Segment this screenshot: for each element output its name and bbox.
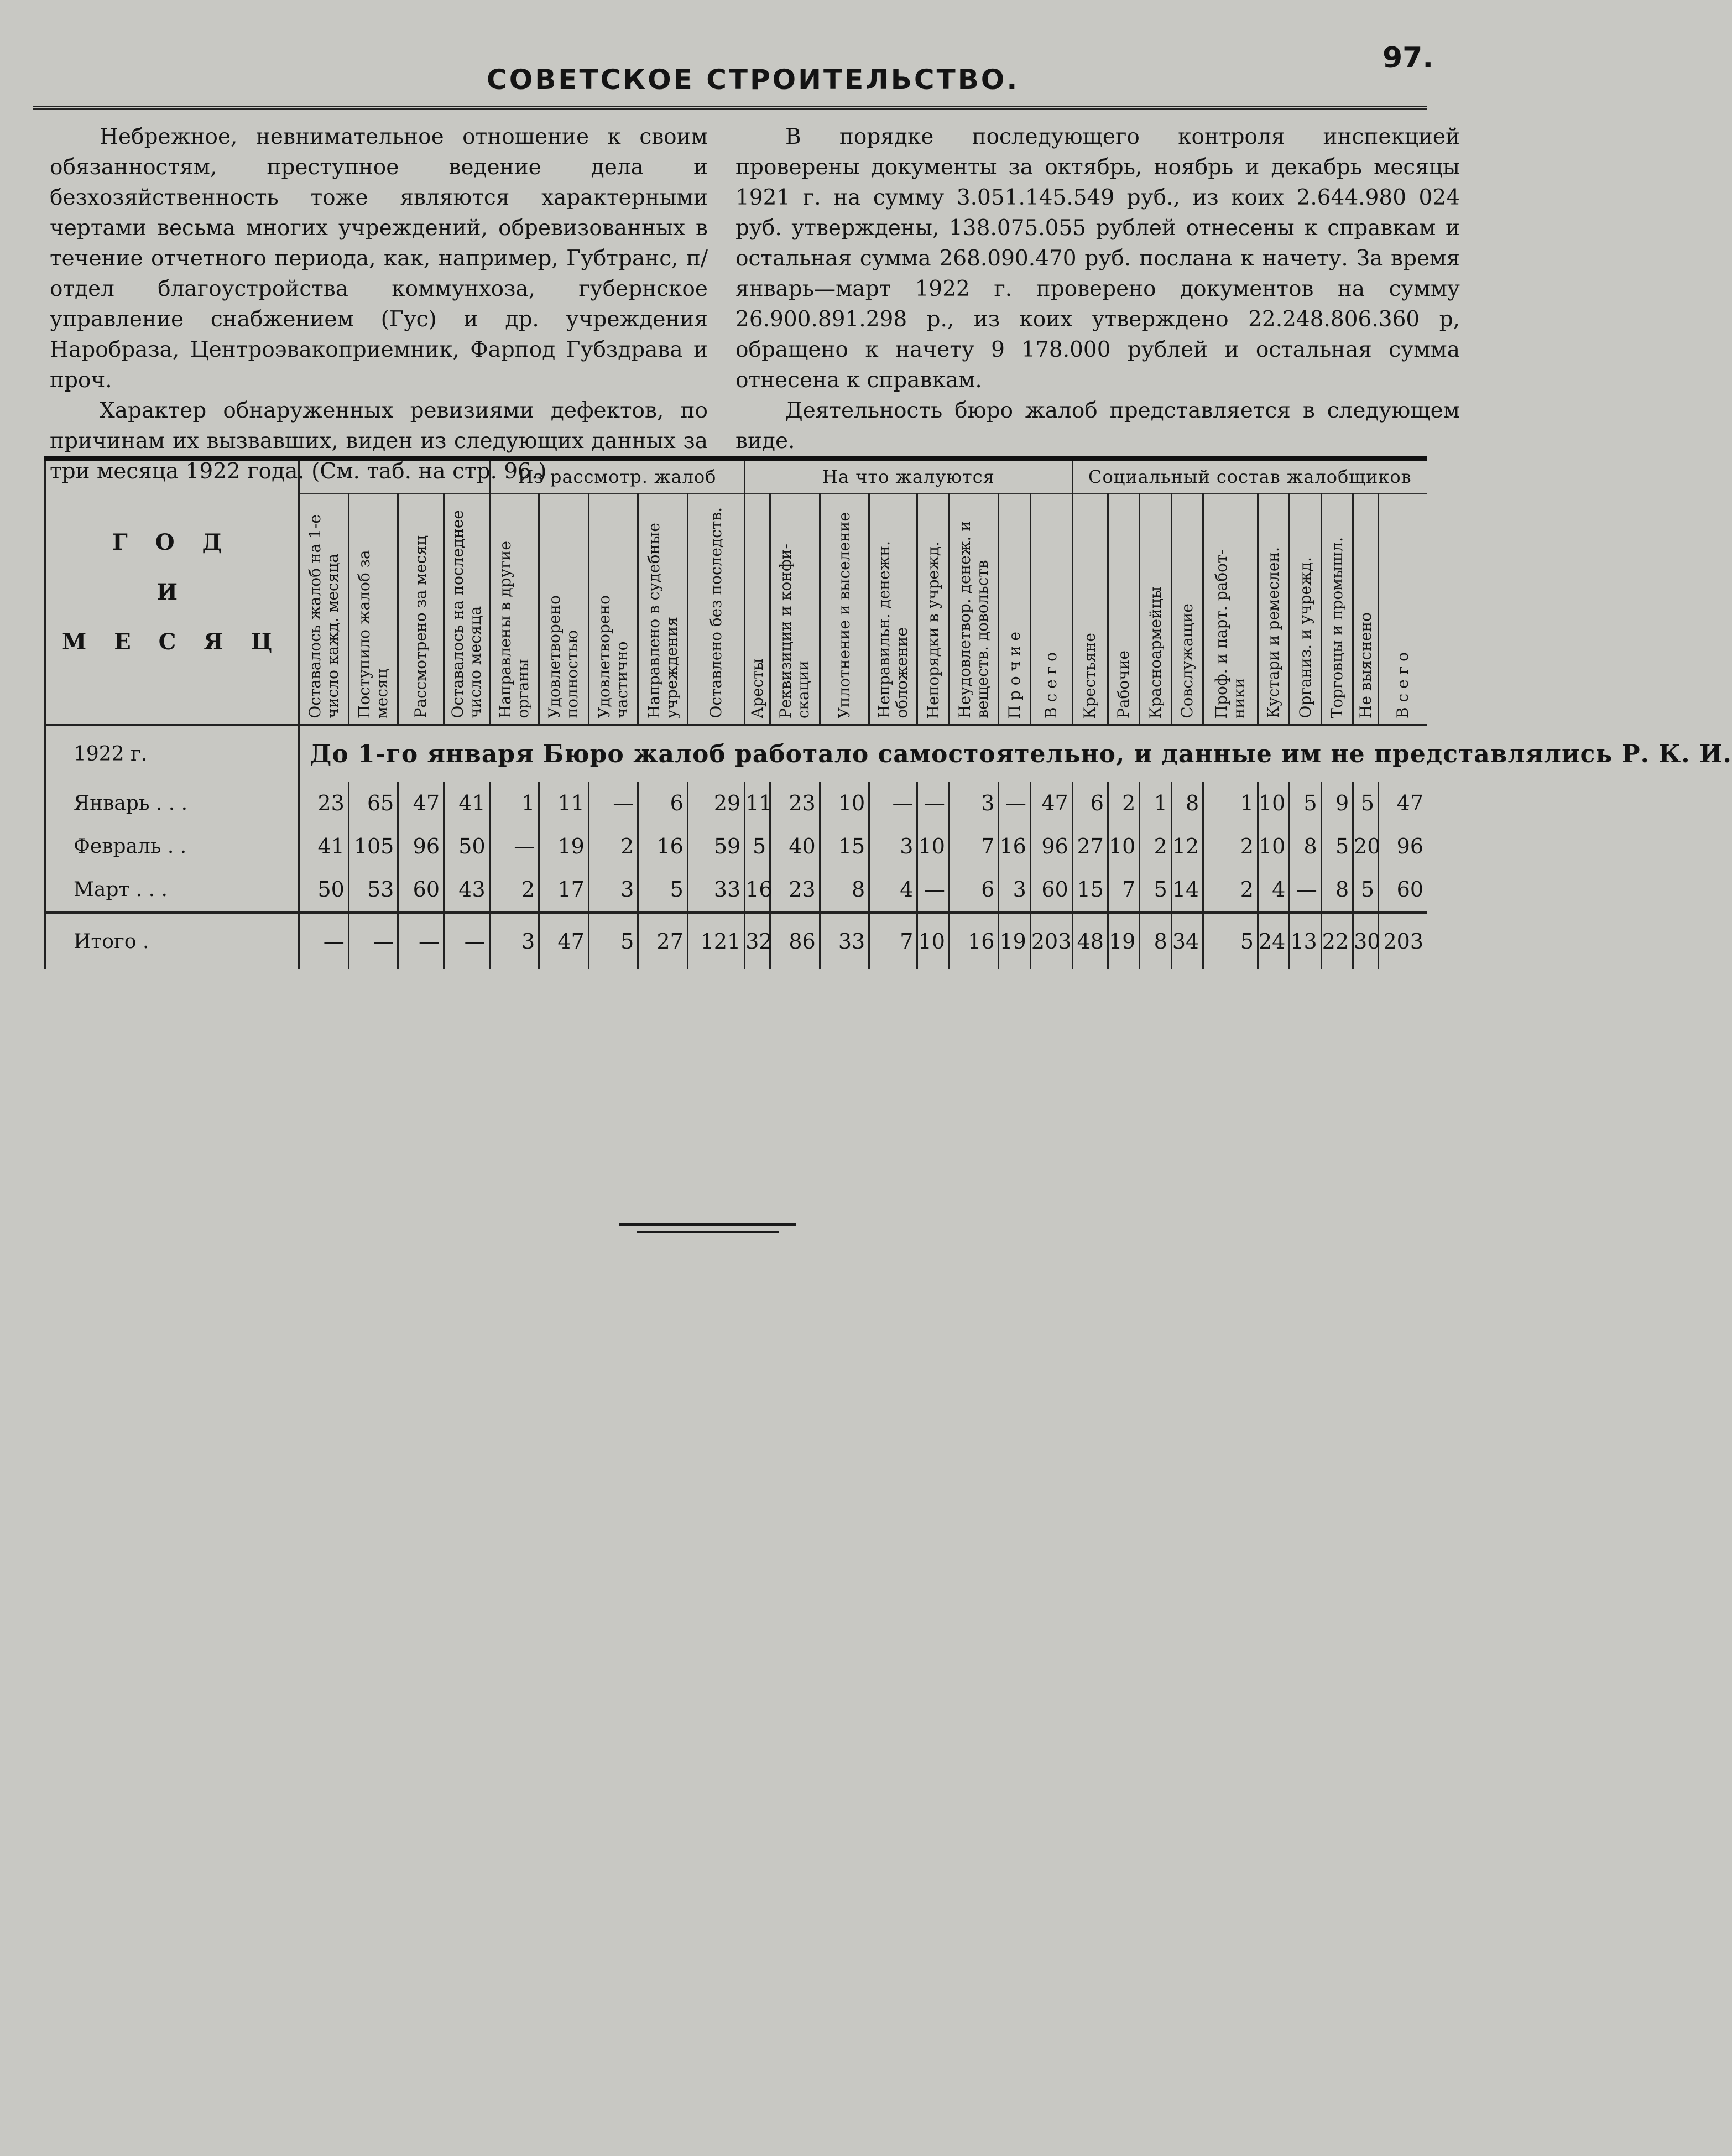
column-header (1171, 493, 1203, 725)
table-cell: 20 (1353, 825, 1379, 868)
table-cell: 15 (820, 825, 869, 868)
group-header-subject: На что жалуются (745, 459, 1072, 493)
table-cell: 19 (999, 913, 1030, 970)
table-cell: 4 (869, 868, 917, 913)
column-header-text: Крестьяне (1081, 632, 1099, 718)
column-header-text: П р о ч и е (1005, 631, 1024, 718)
table-cell: 96 (398, 825, 444, 868)
column-header-text: Удовлетворено полностью (545, 595, 582, 718)
table-row (45, 825, 1427, 868)
table-cell: — (348, 913, 398, 970)
table-cell: 6 (638, 782, 688, 825)
paragraph: Небрежное, невнимательное отношение к своим обязанностям, преступное ведение дела и безхозяйственность тоже являются характерными чертами весьма многих учреждений, обревизованных в течение отчетного периода, как, например, Губтранс, п/отдел благоустройства коммунхоза, губернское управление снабжением (Гус) и др. учреждения Наробраза, Центроэвакоприемник, Фарпод Губздрава и проч. (50, 124, 708, 393)
table-cell: 47 (398, 782, 444, 825)
column-header (1140, 493, 1171, 725)
row-label: Март . . . (45, 868, 299, 913)
column-header-text: Проф. и парт. работ- ники (1212, 549, 1249, 718)
table-cell: 22 (1321, 913, 1353, 970)
table-cell: 5 (588, 913, 638, 970)
row-label: Февраль . . (45, 825, 299, 868)
table-cell: 10 (1258, 825, 1289, 868)
table-cell: 5 (1321, 825, 1353, 868)
corner-year: Г О Д (112, 529, 232, 555)
group-header-blank (299, 459, 489, 493)
table-cell: 5 (1353, 868, 1379, 913)
table-cell: 2 (1203, 868, 1258, 913)
column-header (444, 493, 490, 725)
column-header (1030, 493, 1072, 725)
table-cell: 5 (1140, 868, 1171, 913)
column-header (999, 493, 1030, 725)
column-header (1321, 493, 1353, 725)
table-cell: 48 (1072, 913, 1108, 970)
year-row (45, 725, 1427, 782)
table-cell: 121 (687, 913, 744, 970)
table-cell: 3 (588, 868, 638, 913)
table-cell: 16 (745, 868, 770, 913)
paragraph: Характер обнаруженных ревизиями дефектов, по причинам их вызвавших, виден из следующих данных за три месяца 1922 года. (См. таб. на стр. 96.) (50, 398, 708, 484)
table-row (45, 868, 1427, 913)
table-cell: 2 (1140, 825, 1171, 868)
column-header (745, 493, 770, 725)
column-header (348, 493, 398, 725)
table-cell: 5 (1290, 782, 1321, 825)
table-cell: 10 (820, 782, 869, 825)
table-cell: 8 (1290, 825, 1321, 868)
table-cell: 17 (539, 868, 589, 913)
column-header (1258, 493, 1289, 725)
column-header (687, 493, 744, 725)
table-cell: 8 (820, 868, 869, 913)
table-cell: — (999, 782, 1030, 825)
table-cell: 5 (745, 825, 770, 868)
table-cell: 12 (1171, 825, 1203, 868)
column-header (1203, 493, 1258, 725)
table-cell: 10 (917, 825, 949, 868)
column-header-text: Красноармейцы (1146, 586, 1165, 718)
group-header-social: Социальный состав жалобщиков (1072, 459, 1427, 493)
column-header (917, 493, 949, 725)
table-cell: 11 (539, 782, 589, 825)
table-cell: — (1290, 868, 1321, 913)
table-cell: — (299, 913, 349, 970)
column-header (770, 493, 820, 725)
table-cell: 47 (1379, 782, 1427, 825)
table-cell: 60 (1030, 868, 1072, 913)
column-header-text: Оставалось жалоб на 1-е число кажд. месяца (305, 514, 342, 718)
table-cell: 50 (444, 825, 490, 868)
table-cell: 3 (869, 825, 917, 868)
table-cell: 23 (299, 782, 349, 825)
column-header-text: Направлено в судебные учреждения (644, 523, 681, 718)
table-cell: — (917, 782, 949, 825)
paragraph: В порядке последующего контроля инспекцией проверены документы за октябрь, ноябрь и декабрь месяцы 1921 г. на сумму 3.051.145.549 руб., из коих 2.644.980 024 руб. утверждены, 138.075.055 рублей отнесены к справкам и остальная сумма 268.090.470 руб. послана к начету. За время январь—март 1922 г. проверено документов на сумму 26.900.891.298 р., из коих утверждено 22.248.806.360 р, обращено к начету 9 178.000 рублей и остальная сумма отнесена к справкам. (735, 124, 1460, 393)
table-cell: 16 (999, 825, 1030, 868)
table-cell: 60 (1379, 868, 1427, 913)
column-header-text: Оставлено без последств. (707, 507, 726, 718)
column-header (1072, 493, 1108, 725)
column-header (949, 493, 999, 725)
table-cell: 5 (1203, 913, 1258, 970)
table-cell: 6 (1072, 782, 1108, 825)
column-header-text: Направлены в другие органы (495, 541, 532, 718)
table-cell: 16 (949, 913, 999, 970)
column-header (1353, 493, 1379, 725)
corner-month: М Е С Я Ц (62, 629, 283, 655)
table-cell: 27 (638, 913, 688, 970)
table-cell: 19 (1108, 913, 1139, 970)
column-header (489, 493, 539, 725)
column-header (638, 493, 688, 725)
column-header (1290, 493, 1321, 725)
left-text-column (50, 122, 708, 487)
table-cell: — (588, 782, 638, 825)
table-cell: 2 (1108, 782, 1139, 825)
table-cell: 33 (687, 868, 744, 913)
table-cell: 1 (1140, 782, 1171, 825)
table-cell: 7 (949, 825, 999, 868)
table-cell: 10 (1258, 782, 1289, 825)
table-cell: — (869, 782, 917, 825)
table-cell: 105 (348, 825, 398, 868)
column-header-text: Поступило жалоб за месяц (355, 550, 392, 718)
year-note: До 1-го января Бюро жалоб работало самостоятельно, и данные им не представлялись Р. К. И. (299, 725, 1427, 782)
table-cell: 10 (1108, 825, 1139, 868)
column-header (820, 493, 869, 725)
table-cell: 59 (687, 825, 744, 868)
table-cell: 1 (1203, 782, 1258, 825)
table-cell: 65 (348, 782, 398, 825)
table-cell: 14 (1171, 868, 1203, 913)
header-rule (33, 106, 1427, 110)
column-header (539, 493, 589, 725)
table-cell: 7 (1108, 868, 1139, 913)
journal-title: СОВЕТСКОЕ СТРОИТЕЛЬСТВО. (487, 64, 1020, 96)
table-cell: 41 (299, 825, 349, 868)
table-cell: 47 (1030, 782, 1072, 825)
table-cell: 23 (770, 782, 820, 825)
table-cell: 203 (1030, 913, 1072, 970)
year-label: 1922 г. (45, 725, 299, 782)
column-header-text: Не выяснено (1356, 612, 1375, 718)
total-row (45, 913, 1427, 970)
column-header-text: Непорядки в учрежд. (924, 541, 942, 718)
table-cell: — (489, 825, 539, 868)
section-divider (619, 1223, 796, 1240)
column-header-text: Организ. и учрежд. (1296, 557, 1314, 718)
paragraph: Деятельность бюро жалоб представляется в следующем виде. (735, 398, 1460, 454)
table-cell: 19 (539, 825, 589, 868)
table-cell: 47 (539, 913, 589, 970)
table-cell: 1 (489, 782, 539, 825)
table-cell: 16 (638, 825, 688, 868)
row-label: Январь . . . (45, 782, 299, 825)
table-cell: 96 (1030, 825, 1072, 868)
table-cell: 4 (1258, 868, 1289, 913)
table-cell: 5 (638, 868, 688, 913)
column-header (398, 493, 444, 725)
table-cell: 6 (949, 868, 999, 913)
column-header-text: Кустари и ремеслен. (1264, 547, 1283, 718)
table-cell: 8 (1140, 913, 1171, 970)
table-cell: 5 (1353, 782, 1379, 825)
table-cell: 96 (1379, 825, 1427, 868)
column-header-text: В с е г о (1042, 652, 1061, 718)
column-header-text: Рабочие (1114, 650, 1133, 718)
column-header-text: Торговцы и промышл. (1327, 537, 1346, 718)
table-cell: 7 (869, 913, 917, 970)
column-header-text: В с е г о (1394, 652, 1412, 718)
table-cell: 32 (745, 913, 770, 970)
table-cell: 203 (1379, 913, 1427, 970)
column-header (1379, 493, 1427, 725)
table-cell: 24 (1258, 913, 1289, 970)
table-cell: 2 (489, 868, 539, 913)
column-header-text: Неудовлетвор. денеж. и веществ. довольств (956, 521, 992, 718)
table-cell: 2 (588, 825, 638, 868)
table-cell: 43 (444, 868, 490, 913)
table-cell: 10 (917, 913, 949, 970)
table-cell: 3 (489, 913, 539, 970)
column-header-text: Оставалось на последнее число месяца (448, 510, 484, 718)
column-header-text: Совслужащие (1177, 603, 1196, 718)
table-cell: 9 (1321, 782, 1353, 825)
table-cell: 11 (745, 782, 770, 825)
page-number: 97. (1383, 41, 1434, 75)
column-header-text: Реквизиции и конфи- скации (776, 543, 813, 718)
table-cell: 86 (770, 913, 820, 970)
table-cell: 23 (770, 868, 820, 913)
table-cell: 8 (1171, 782, 1203, 825)
table-cell: 30 (1353, 913, 1379, 970)
column-header-text: Неправильн. денежн. обложение (875, 541, 911, 718)
table-cell: 50 (299, 868, 349, 913)
column-header (1108, 493, 1139, 725)
row-label: Итого . (45, 913, 299, 970)
table-cell: 33 (820, 913, 869, 970)
table-cell: 3 (949, 782, 999, 825)
table-cell: — (398, 913, 444, 970)
table-cell: 3 (999, 868, 1030, 913)
table-cell: — (917, 868, 949, 913)
table-cell: 29 (687, 782, 744, 825)
complaints-bureau-table (44, 456, 1732, 996)
right-text-column (735, 122, 1460, 456)
column-header-text: Рассмотрено за месяц (411, 535, 430, 718)
group-header-review: Из рассмотр. жалоб (489, 459, 745, 493)
page-header (33, 33, 1438, 100)
table-cell: 13 (1290, 913, 1321, 970)
table-cell: 8 (1321, 868, 1353, 913)
table-cell: 53 (348, 868, 398, 913)
table-cell: 40 (770, 825, 820, 868)
table-cell: 60 (398, 868, 444, 913)
corner-header (45, 459, 299, 725)
table-cell: 34 (1171, 913, 1203, 970)
table-cell: 41 (444, 782, 490, 825)
column-header-text: Аресты (748, 658, 766, 718)
column-header-text: Удовлетворено частично (595, 595, 632, 718)
column-header (299, 493, 349, 725)
column-header (588, 493, 638, 725)
table-cell: 27 (1072, 825, 1108, 868)
column-header-text: Уплотнение и выселение (834, 512, 853, 718)
table-cell: 15 (1072, 868, 1108, 913)
corner-and: И (156, 579, 188, 605)
table-row (45, 782, 1427, 825)
column-header (869, 493, 917, 725)
table-cell: 2 (1203, 825, 1258, 868)
table-cell: — (444, 913, 490, 970)
